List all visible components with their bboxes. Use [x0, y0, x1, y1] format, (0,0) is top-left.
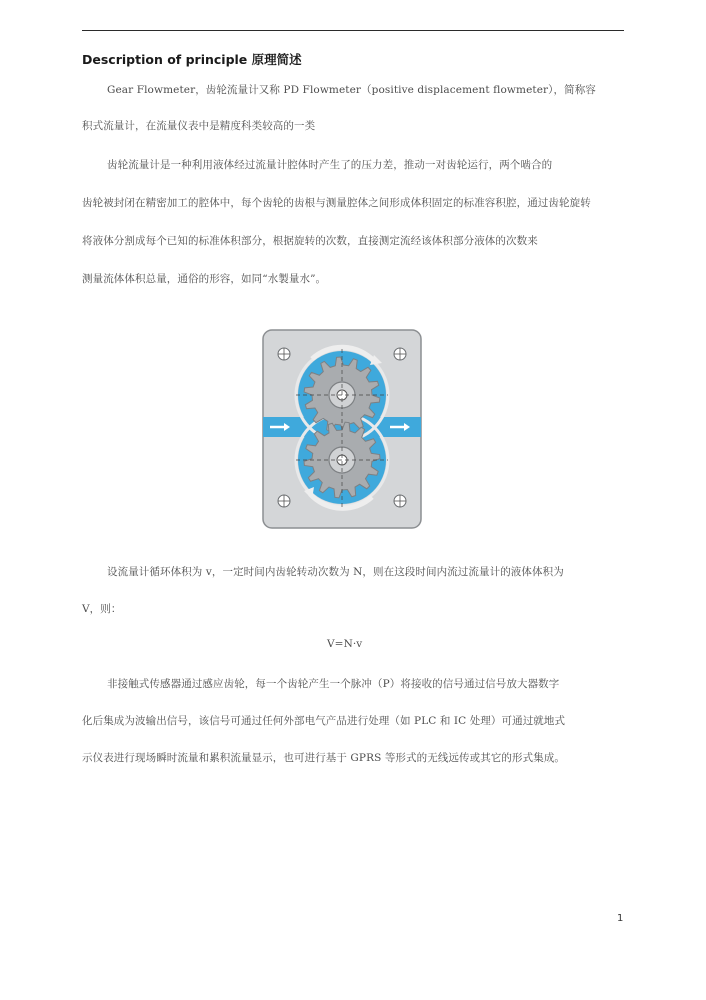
paragraph-1-line-2: 积式流量计，在流量仪表中是精度科类较高的一类 — [82, 120, 316, 132]
paragraph-4-line-1: 非接触式传感器通过感应齿轮，每一个齿轮产生一个脉冲（P）将接收的信号通过信号放大器数字 — [107, 678, 560, 690]
paragraph-1-line-1: Gear Flowmeter，齿轮流量计又称 PD Flowmeter（positive displacement flowmeter），简称容 — [107, 84, 596, 96]
section-heading: Description of principle 原理简述 — [82, 52, 302, 67]
paragraph-3-line-1: 设流量计循环体积为 v，一定时间内齿轮转动次数为 N，则在这段时间内流过流量计的液体体积为 — [107, 566, 564, 578]
paragraph-2-line-4: 测量流体体积总量，通俗的形容，如同“水製量水”。 — [82, 273, 327, 285]
paragraph-4-line-2: 化后集成为波输出信号，该信号可通过任何外部电气产品进行处理（如 PLC 和 IC 处理）可通过就地式 — [82, 715, 566, 727]
page-number: 1 — [617, 913, 624, 924]
header-rule — [82, 30, 624, 31]
gear-pump-diagram-icon — [262, 329, 422, 529]
paragraph-3-line-2: V，则： — [82, 603, 122, 615]
paragraph-2-line-1: 齿轮流量计是一种利用液体经过流量计腔体时产生了的压力差，推动一对齿轮运行，两个啮合的 — [107, 159, 553, 171]
paragraph-2-line-2: 齿轮被封闭在精密加工的腔体中，每个齿轮的齿根与测量腔体之间形成体积固定的标准容积腔，通过齿轮旋转 — [82, 197, 591, 209]
paragraph-4-line-3: 示仪表进行现场瞬时流量和累积流量显示，也可进行基于 GPRS 等形式的无线远传或其它的形式集成。 — [82, 752, 566, 764]
paragraph-2-line-3: 将液体分割成每个已知的标准体积部分，根据旋转的次数，直接测定流经该体积部分液体的次数来 — [82, 235, 538, 247]
formula: V=N·v — [327, 638, 363, 650]
gear-pump-figure — [262, 329, 422, 529]
